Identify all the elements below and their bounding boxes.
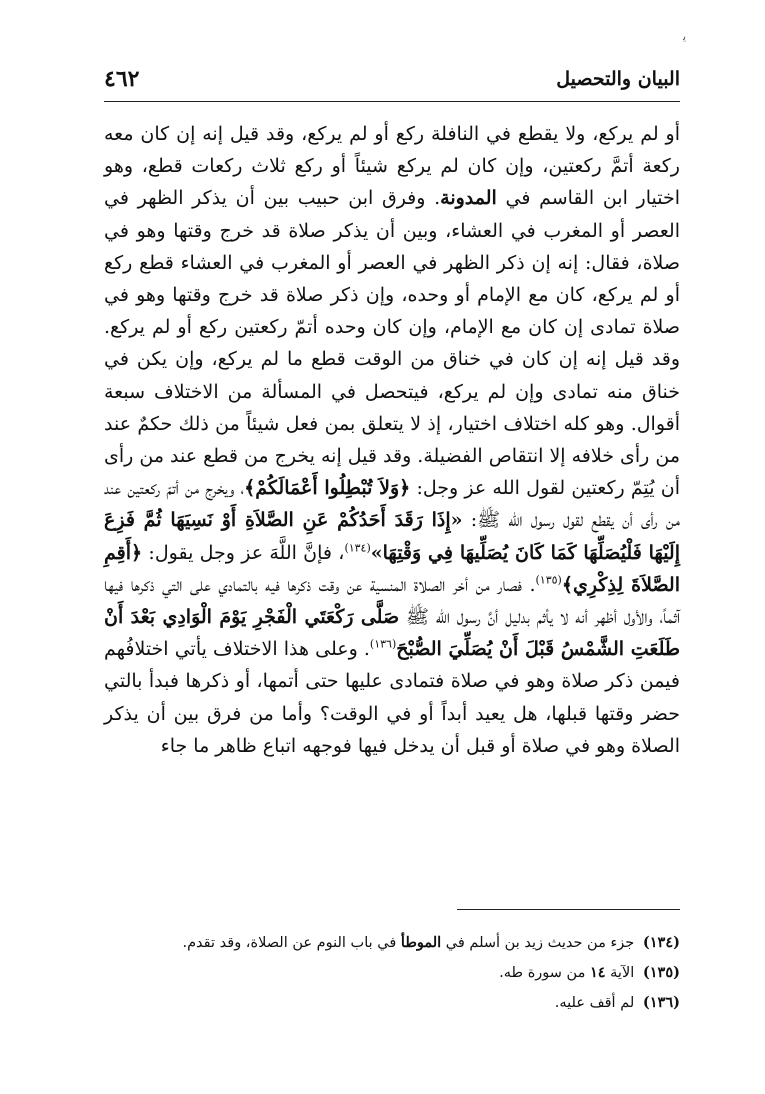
text-run: . فصار من أخر الصلاة المنسية عن وقت ذكرها فيه بالتمادي على التي ذكرها فيها آثماً، والأول أظهر أنه لا يأثم بدليل أنَّ رسول الله ﷺ <box>104 573 680 629</box>
footnote-ref: (١٣٤) <box>344 541 371 555</box>
page-header <box>104 66 680 96</box>
footnote-text: جزء من حديث زيد بن أسلم في <box>441 935 635 951</box>
paragraph <box>104 118 680 762</box>
hadith-quote: «إِذَا رَقَدَ أَحَدُكُمْ عَنِ الصَّلاَةِ أَوْ نَسِيَهَا ثُمَّ فَزِعَ إِلَيْهَا فَلْيُصَلِّهَا كَمَا كَانَ يُصَلِّيهَا فِي وَقْتِهَا» <box>104 509 680 564</box>
footnote <box>104 988 680 1018</box>
footnote-number: (١٣٤) <box>642 934 680 951</box>
page-number: ٤٦٢ <box>104 66 140 92</box>
main-text <box>104 118 680 762</box>
footnotes <box>104 928 680 1018</box>
text-run: ، ويخرج من أتمّ ركعتين عند من رأى أن يقطع لقول رسول الله ﷺ: <box>104 477 680 532</box>
footnote-ref: (١٣٥) <box>535 573 562 587</box>
footnote <box>104 928 680 958</box>
scan-mark: ﯾ <box>683 30 687 43</box>
header-rule <box>104 101 680 102</box>
footnote <box>104 958 680 988</box>
text-run: أو لم يركع، ولا يقطع في النافلة ركع أو لم يركع، وقد قيل إنه إن كان معه ركعة أتمَّ ركعتين، وإن كان لم يركع شيئاً أو ركع ثلاث ركعات قطع، وهو اختيار ابن القاسم في <box>104 123 680 210</box>
footnote-number: (١٣٦) <box>642 994 680 1011</box>
text-run: ، فإنَّ اللَّهَ عز وجل يقول: <box>142 541 345 564</box>
quran-verse: ﴿أَقِمِ الصَّلاَةَ لِذِكْرِي﴾ <box>104 541 681 596</box>
hadith-quote: صَلَّى رَكْعَتَي الْفَجْرِ يَوْمَ الْوَادِي بَعْدَ أَنْ طَلَعَتِ الشَّمْسُ قَبْلَ أَنْ يُصَلِّيَ الصُّبْحَ <box>104 606 680 661</box>
text-run: . وعلى هذا الاختلاف يأتي اختلافُهم فيمن ذكر صلاة وهو في صلاة فتمادى عليها حتى أتمها، أو ذكرها فبدأ بالتي حضر وقتها قبلها، هل يعيد أبداً أو في الوقت؟ وأما من فرق بين أن يذكر الصلاة وهو في صلاة أو قبل أن يدخل فيها فوجهه اتباع ظاهر ما جاء <box>104 638 680 757</box>
footnote-bold: الموطأ <box>400 934 442 951</box>
footnote-ref: (١٣٦) <box>369 637 397 651</box>
quran-verse: ﴿وَلاَ تُبْطِلُوا أَعْمَالَكُمْ﴾ <box>244 477 411 500</box>
footnote-bold: ١٤ <box>589 964 606 981</box>
footnote-text: الآية <box>605 965 635 981</box>
footnote-text: لم أقف عليه. <box>554 995 635 1011</box>
footnote-text: في باب النوم عن الصلاة، وقد تقدم. <box>182 935 401 951</box>
footnote-text: من سورة طه. <box>499 965 590 981</box>
footnote-rule <box>457 909 680 910</box>
book-title: المدونة <box>440 187 497 210</box>
running-title: البيان والتحصيل <box>556 68 680 90</box>
text-run: . وفرق ابن حبيب بين أن يذكر الظهر في العصر أو المغرب في العشاء، وبين أن يذكر صلاة قد خرج وقتها وهو في صلاة، فقال: إنه إن ذكر الظهر في العصر أو المغرب في العشاء قطع ركع أو لم يركع، كان مع الإمام أو وحده، وإن ذكر صلاة قد خرج وقتها وهو في صلاة تمادى إن كان مع الإمام، وإن كان وحده أتمّ ركعتين ركع أو لم يركع. وقد قيل إنه إن كان في خناق من الوقت قطع ما لم يركع، وإن يكن في خناق منه تمادى وإن لم يركع، فيتحصل في المسألة من الاختلاف سبعة أقوال. وهو كله اختلاف اختيار، إذ لا يتعلق بمن فعل شيئاً من ذلك حكمٌ عند من رأى خلافه إلا انتقاص الفضيلة. وقد قيل إنه يخرج من قطع عند من رأى أن يُتِمّ ركعتين لقول الله عز وجل: <box>104 187 680 500</box>
footnote-number: (١٣٥) <box>642 964 680 981</box>
